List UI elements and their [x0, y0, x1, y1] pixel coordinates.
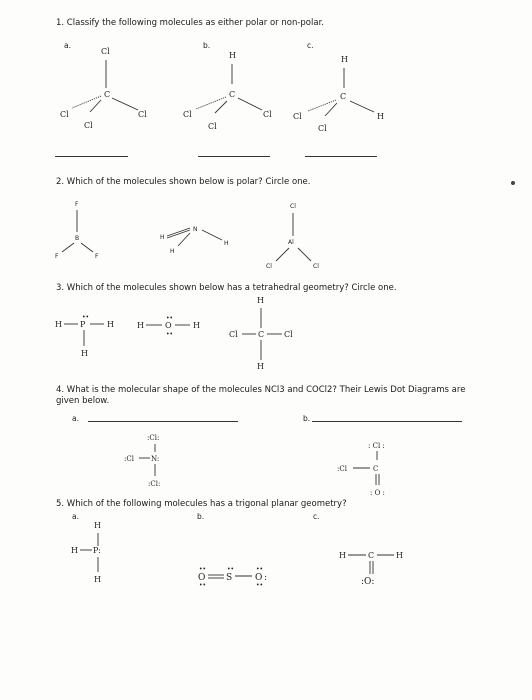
question-2-prompt: 2. Which of the molecules shown below is polar? Circle one.: [56, 177, 311, 187]
atom-top: H: [257, 296, 264, 305]
atom-right: H: [396, 551, 403, 560]
atom-top: Cl: [101, 47, 110, 56]
q5-label-c: c.: [313, 512, 320, 521]
atom-top: F: [75, 201, 79, 208]
atom-bottom: H: [94, 575, 101, 584]
svg-text:••: ••: [256, 582, 264, 589]
question-5-prompt: 5. Which of the following molecules has a trigonal planar geometry?: [56, 499, 347, 509]
atom-right: Cl: [138, 110, 147, 119]
atom-top: H: [94, 521, 101, 530]
atom-bottom: Cl: [208, 122, 217, 131]
atom-right: H: [193, 321, 200, 330]
atom-left: Cl: [183, 110, 192, 119]
atom-left: H: [339, 551, 346, 560]
atom-center: Al: [288, 239, 294, 246]
q1-label-b: b.: [203, 41, 211, 50]
question-3-prompt: 3. Which of the molecules shown below has a tetrahedral geometry? Circle one.: [56, 283, 397, 293]
q4-label-b: b.: [303, 414, 311, 423]
atom-bottom: :Cl:: [148, 480, 161, 488]
atom-left: :Cl: [337, 465, 347, 473]
atom-left: H: [55, 320, 62, 329]
atom-center: C: [340, 92, 347, 101]
atom-bottom: Cl: [84, 121, 93, 130]
atom-right: H: [107, 320, 114, 329]
q1-label-a: a.: [64, 41, 71, 50]
atom-center: C: [373, 465, 379, 473]
atom-center: N:: [151, 455, 160, 463]
atom-right: F: [95, 253, 99, 260]
atom-left: H: [71, 546, 78, 555]
atom-left: Cl: [293, 112, 302, 121]
atom-left: Cl: [229, 330, 238, 339]
svg-text:••: ••: [82, 314, 90, 321]
atom-right: Cl: [263, 110, 272, 119]
atom-left: O: [198, 573, 206, 583]
question-1-prompt: 1. Classify the following molecules as either polar or non-polar.: [56, 18, 324, 28]
atom-h-left: H: [160, 234, 165, 241]
atom-top: : Cl :: [368, 442, 385, 450]
atom-top: H: [341, 55, 348, 64]
atom-left: Cl: [266, 263, 272, 270]
atom-bottom: H: [81, 349, 88, 358]
svg-text:••: ••: [227, 566, 235, 573]
svg-text:••: ••: [199, 582, 207, 589]
svg-text:••: ••: [166, 315, 174, 322]
atom-center: C: [229, 90, 236, 99]
atom-top: Cl: [290, 203, 296, 210]
atom-left: H: [137, 321, 144, 330]
atom-center: B: [75, 235, 80, 242]
svg-text::: :: [264, 573, 268, 583]
atom-center: O: [165, 321, 172, 330]
q4-label-a: a.: [72, 414, 79, 423]
atom-left: F: [55, 253, 59, 260]
atom-bottom: Cl: [318, 124, 327, 133]
atom-center: P:: [93, 546, 101, 555]
atom-h-right: H: [224, 240, 229, 247]
atom-right: Cl: [313, 263, 319, 270]
atom-center: S: [226, 573, 233, 583]
atom-center: C: [368, 551, 375, 560]
atom-center: P: [80, 320, 86, 329]
atom-center: C: [258, 330, 265, 339]
atom-h-bottom: H: [170, 248, 175, 255]
atom-bottom: : O :: [370, 489, 385, 497]
atom-top: :Cl:: [147, 434, 160, 442]
atom-left: :Cl: [124, 455, 134, 463]
svg-text:••: ••: [199, 566, 207, 573]
svg-text:••: ••: [256, 566, 264, 573]
atom-right: H: [377, 112, 384, 121]
atom-top: H: [229, 51, 236, 60]
atom-center: C: [104, 90, 111, 99]
atom-n: N: [193, 226, 198, 233]
atom-right: Cl: [284, 330, 293, 339]
stray-mark: [511, 181, 515, 185]
question-4-prompt: 4. What is the molecular shape of the molecules NCl3 and COCl2? Their Lewis Dot Diagrams are given below.: [56, 385, 466, 406]
q1-label-c: c.: [307, 41, 314, 50]
q5-label-b: b.: [197, 512, 205, 521]
q5-label-a: a.: [72, 512, 79, 521]
atom-right: O: [255, 573, 263, 583]
atom-bottom: H: [257, 362, 264, 371]
atom-bottom: :O:: [361, 577, 375, 587]
svg-text:••: ••: [166, 331, 174, 338]
atom-left: Cl: [60, 110, 69, 119]
